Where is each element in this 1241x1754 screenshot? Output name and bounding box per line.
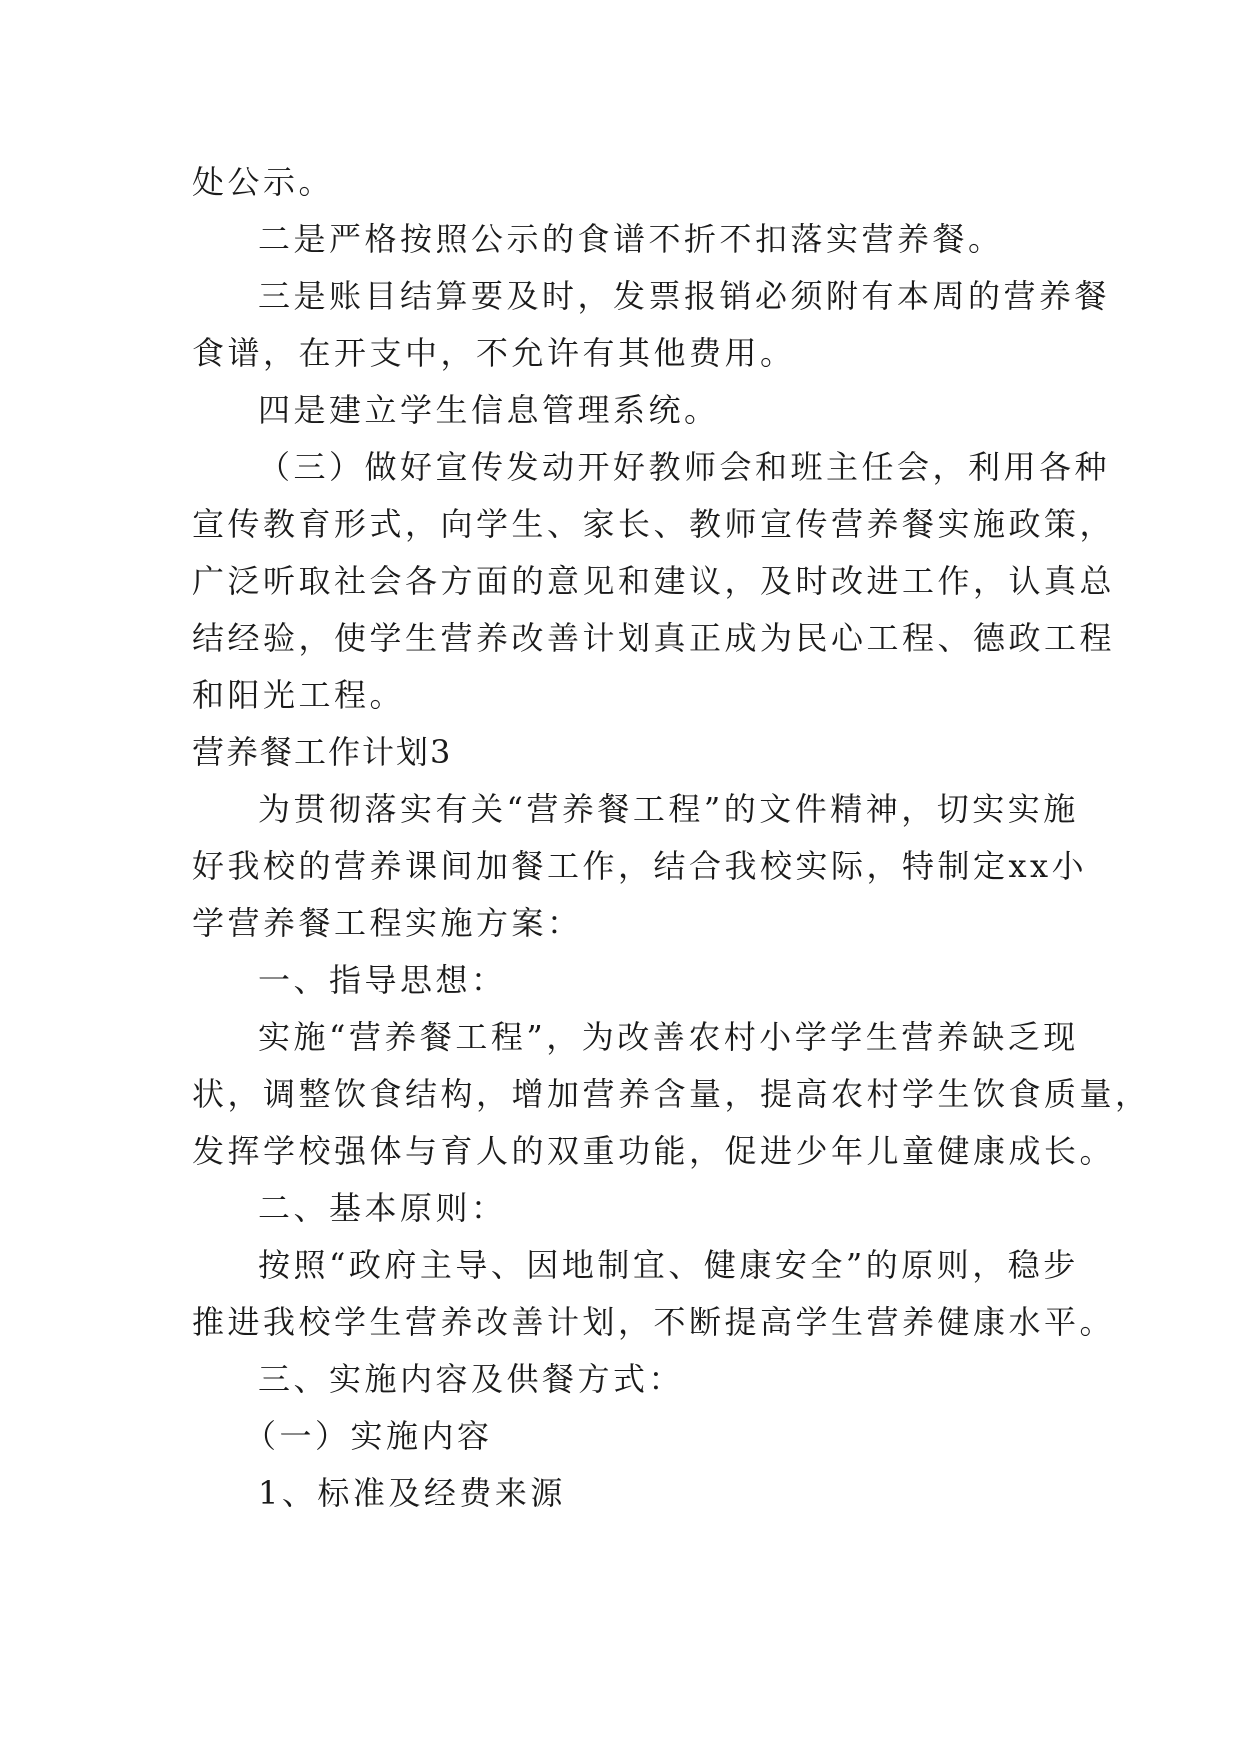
paragraph-line: 二是严格按照公示的食谱不折不扣落实营养餐。 — [258, 220, 1004, 258]
subheading-line: （一）实施内容 — [244, 1417, 493, 1455]
section-heading: 营养餐工作计划3 — [192, 733, 453, 771]
paragraph-line: 为贯彻落实有关“营养餐工程”的文件精神，切实实施 — [258, 790, 1079, 828]
paragraph-line: 状，调整饮食结构，增加营养含量，提高农村学生饮食质量， — [192, 1075, 1151, 1113]
paragraph-line: 发挥学校强体与育人的双重功能，促进少年儿童健康成长。 — [192, 1132, 1116, 1170]
subheading-line: 二、基本原则： — [258, 1189, 507, 1227]
paragraph-line: 宣传教育形式，向学生、家长、教师宣传营养餐实施政策， — [192, 505, 1116, 543]
paragraph-line: 处公示。 — [192, 163, 335, 201]
paragraph-line: （三）做好宣传发动开好教师会和班主任会，利用各种 — [258, 448, 1111, 486]
paragraph-line: 四是建立学生信息管理系统。 — [258, 391, 720, 429]
subheading-line: 三、实施内容及供餐方式： — [258, 1360, 685, 1398]
paragraph-line: 学营养餐工程实施方案： — [192, 904, 583, 942]
paragraph-line: 三是账目结算要及时，发票报销必须附有本周的营养餐 — [258, 277, 1111, 315]
paragraph-line: 食谱，在开支中，不允许有其他费用。 — [192, 334, 796, 372]
paragraph-line: 实施“营养餐工程”，为改善农村小学学生营养缺乏现 — [258, 1018, 1079, 1056]
paragraph-line: 结经验，使学生营养改善计划真正成为民心工程、德政工程 — [192, 619, 1116, 657]
subheading-line: 1、标准及经费来源 — [258, 1474, 566, 1512]
paragraph-line: 推进我校学生营养改善计划，不断提高学生营养健康水平。 — [192, 1303, 1116, 1341]
document-body — [192, 154, 1151, 1522]
paragraph-line: 好我校的营养课间加餐工作，结合我校实际，特制定xx小 — [192, 847, 1088, 885]
paragraph-line: 和阳光工程。 — [192, 676, 406, 714]
subheading-line: 一、指导思想： — [258, 961, 507, 999]
paragraph-line: 广泛听取社会各方面的意见和建议，及时改进工作，认真总 — [192, 562, 1116, 600]
paragraph-line: 按照“政府主导、因地制宜、健康安全”的原则，稳步 — [258, 1246, 1079, 1284]
